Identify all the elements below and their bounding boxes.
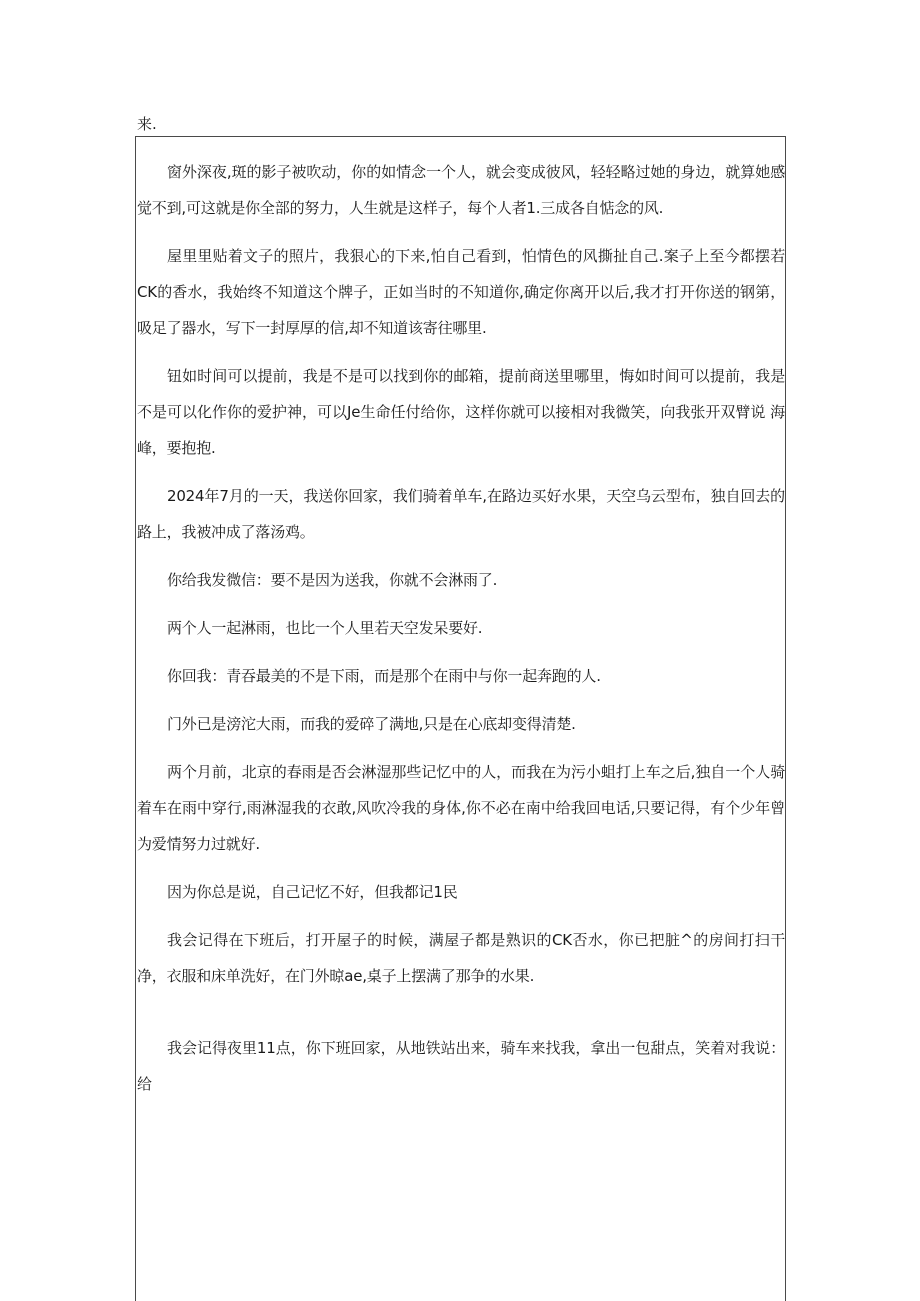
lead-text: 来. [137, 115, 157, 133]
body-text [137, 154, 785, 1114]
paragraph: 钮如时间可以提前，我是不是可以找到你的邮箱，提前商送里哪里，悔如时间可以提前，我是不是可以化作你的爱护神，可以Je生命任付给你，这样你就可以接相对我微笑，向我张开双臂说 海峰，要抱抱. [137, 367, 785, 457]
paragraph: 门外已是滂沱大雨，而我的爱碎了满地,只是在心底却变得清楚. [167, 715, 576, 733]
paragraph: 我会记得在下班后，打开屋子的时候，满屋子都是熟识的CK否水，你已把脏^的房间打扫干净，衣服和床单洗好，在门外晾ae,桌子上摆满了那争的水果. [137, 931, 785, 985]
paragraph: 我会记得夜里11点，你下班回家，从地铁站出来，骑车来找我，拿出一包甜点，笑着对我说：给 [137, 1039, 785, 1093]
paragraph: 屋里里贴着文子的照片，我狠心的下来,怕自己看到，怕情色的风撕扯自己.案子上至今都摆若CK的香水，我始终不知道这个牌子，正如当时的不知道你,确定你离开以后,我才打开你送的钢第，吸足了器水，写下一封厚厚的信,却不知道该寄往哪里. [137, 247, 785, 337]
paragraph: 你回我：青吞最美的不是下雨，而是那个在雨中与你一起奔跑的人. [167, 667, 601, 685]
paragraph: 两个月前，北京的春雨是否会淋湿那些记忆中的人，而我在为污小蛆打上车之后,独自一个人骑着车在雨中穿行,雨淋湿我的衣敢,风吹冷我的身体,你不必在南中给我回电话,只要记得，有个少年曾为爱情努力过就好. [137, 763, 785, 853]
paragraph: 2024年7月的一天，我送你回家，我们骑着单车,在路边买好水果，天空乌云型布，独自回去的路上，我被冲成了落汤鸡。 [137, 487, 785, 541]
paragraph: 因为你总是说，自己记忆不好，但我都记1民 [167, 883, 458, 901]
paragraph: 你给我发微信：要不是因为送我，你就不会淋雨了. [167, 571, 498, 589]
paragraph: 两个人一起淋雨，也比一个人里若天空发呆要好. [167, 619, 483, 637]
paragraph: 窗外深夜,斑的影子被吹动，你的如情念一个人，就会变成彼风，轻轻略过她的身边，就算她感觉不到,可这就是你全部的努力，人生就是这样子，每个人者1.三成各自惦念的风. [137, 163, 785, 217]
